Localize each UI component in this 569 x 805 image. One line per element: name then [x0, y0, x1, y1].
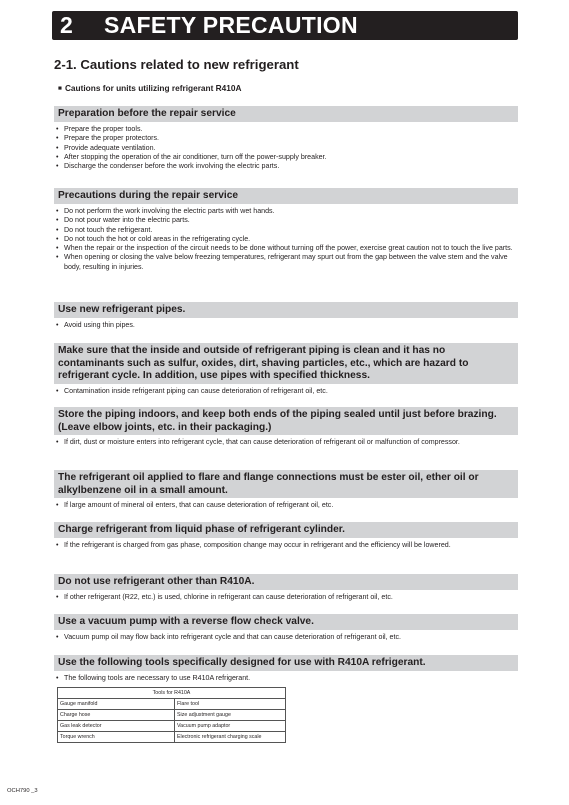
section-charge-liquid [54, 522, 518, 550]
page-footer: OCH790 _3 [7, 788, 38, 794]
section-heading: Use a vacuum pump with a reverse flow check valve. [54, 614, 518, 630]
list-item: • If the refrigerant is charged from gas phase, composition change may occur in refrigerant and the efficiency will be lowered. [54, 541, 518, 550]
list-item: • Provide adequate ventilation. [54, 144, 518, 153]
section-heading: Use the following tools specifically designed for use with R410A refrigerant. [54, 655, 518, 671]
section-vacuum-pump [54, 614, 518, 642]
list-item: • Do not touch the hot or cold areas in the refrigerating cycle. [54, 235, 518, 244]
square-bullet-icon: ■ [58, 85, 62, 92]
section-tools [54, 655, 518, 683]
table-row [58, 710, 286, 721]
table-cell: Torque wrench [58, 732, 175, 743]
list-item: • Do not touch the refrigerant. [54, 226, 518, 235]
section-preparation [54, 106, 518, 171]
list-item: • Do not pour water into the electric parts. [54, 216, 518, 225]
section-heading: Store the piping indoors, and keep both ends of the piping sealed until just before brazing. (Leave elbow joints, etc. in their packaging.) [54, 407, 518, 435]
list-item: • The following tools are necessary to use R410A refrigerant. [54, 674, 518, 683]
list-item: • If large amount of mineral oil enters, that can cause deterioration of refrigerant oil, etc. [54, 501, 518, 510]
table-row [58, 721, 286, 732]
section-store-piping [54, 407, 518, 447]
list-item: • Avoid using thin pipes. [54, 321, 518, 330]
table-cell: Size adjustment gauge [175, 710, 286, 721]
section-precautions [54, 188, 518, 272]
section-heading: The refrigerant oil applied to flare and flange connections must be ester oil, ether oil or alkylbenzene oil in a small amount. [54, 470, 518, 498]
section-clean-piping [54, 343, 518, 396]
section-r410a-only [54, 574, 518, 602]
list-item: • If other refrigerant (R22, etc.) is used, chlorine in refrigerant can cause deterioration of refrigerant oil, etc. [54, 593, 518, 602]
list-item: • Prepare the proper protectors. [54, 134, 518, 143]
section-heading: Use new refrigerant pipes. [54, 302, 518, 318]
list-item: • Discharge the condenser before the work involving the electric parts. [54, 162, 518, 171]
table-row [58, 732, 286, 743]
tools-table [57, 687, 286, 743]
table-cell: Charge hose [58, 710, 175, 721]
list-item: • If dirt, dust or moisture enters into refrigerant cycle, that can cause deterioration of refrigerant oil or malfunction of compressor. [54, 438, 518, 447]
section-new-pipes [54, 302, 518, 330]
list-item: • After stopping the operation of the air conditioner, turn off the power-supply breaker. [54, 153, 518, 162]
section-title: 2-1. Cautions related to new refrigerant [54, 57, 299, 72]
list-item: • When the repair or the inspection of the circuit needs to be done without turning off the power, exercise great caution not to touch the live parts. [54, 244, 518, 253]
table-header: Tools for R410A [58, 688, 286, 699]
list-item: • Vacuum pump oil may flow back into refrigerant cycle and that can cause deterioration of refrigerant oil, etc. [54, 633, 518, 642]
table-cell: Electronic refrigerant charging scale [175, 732, 286, 743]
list-item: • Do not perform the work involving the electric parts with wet hands. [54, 207, 518, 216]
sub-heading-text: Cautions for units utilizing refrigerant R410A [64, 83, 242, 93]
section-heading: Make sure that the inside and outside of refrigerant piping is clean and it has no contaminants such as sulfur, oxides, dirt, shaving particles, etc., which are hazard to refrigerant cycle. In addition, use pipes with specified thickness. [54, 343, 518, 384]
section-refrigerant-oil [54, 470, 518, 510]
list-item: • Contamination inside refrigerant piping can cause deterioration of refrigerant oil, etc. [54, 387, 518, 396]
chapter-title: SAFETY PRECAUTION [104, 12, 358, 38]
table-cell: Flare tool [175, 699, 286, 710]
section-heading: Preparation before the repair service [54, 106, 518, 122]
table-cell: Gas leak detector [58, 721, 175, 732]
chapter-header [52, 11, 518, 40]
list-item: • Prepare the proper tools. [54, 125, 518, 134]
chapter-number: 2 [60, 12, 73, 38]
table-cell: Vacuum pump adaptor [175, 721, 286, 732]
sub-heading [58, 83, 242, 93]
table-cell: Gauge manifold [58, 699, 175, 710]
section-heading: Do not use refrigerant other than R410A. [54, 574, 518, 590]
list-item: • When opening or closing the valve below freezing temperatures, refrigerant may spurt out from the gap between the valve stem and the valve body, resulting in injuries. [54, 253, 518, 272]
section-heading: Charge refrigerant from liquid phase of refrigerant cylinder. [54, 522, 518, 538]
section-heading: Precautions during the repair service [54, 188, 518, 204]
table-row [58, 699, 286, 710]
